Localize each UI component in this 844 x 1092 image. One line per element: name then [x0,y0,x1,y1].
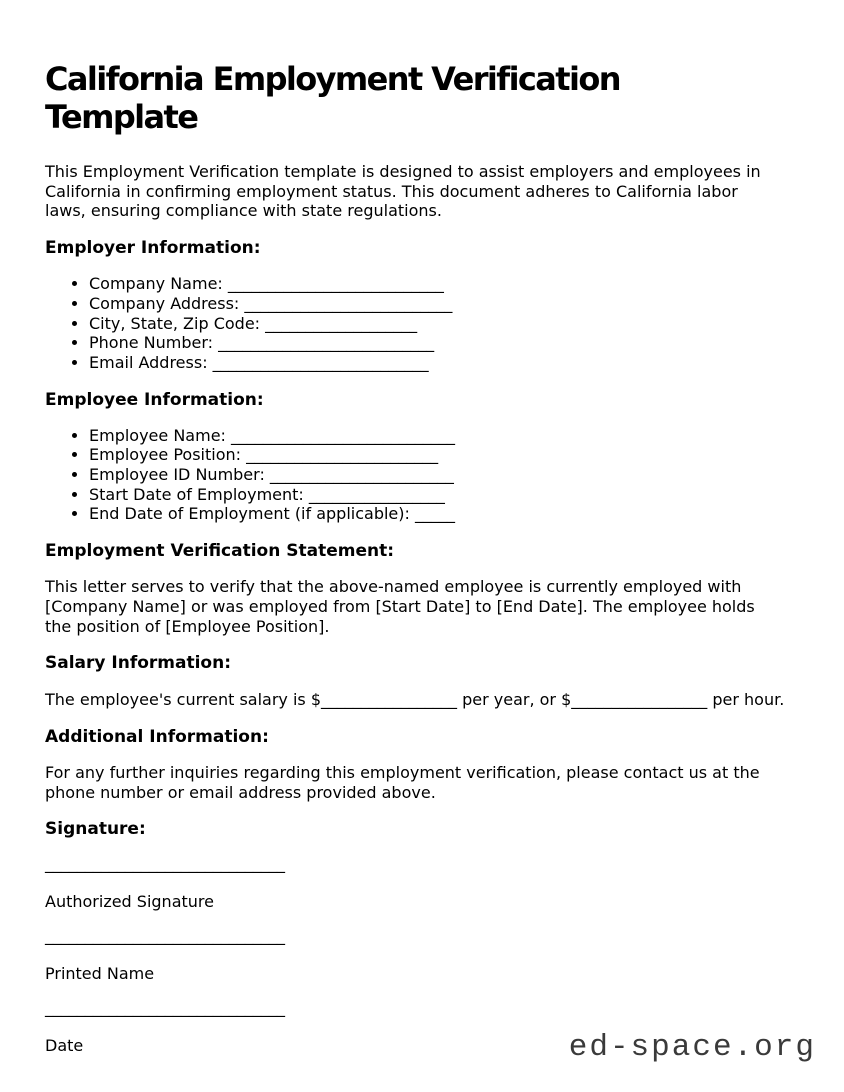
intro-line-2: California in confirming employment status. This document adheres to California labor [45,181,738,201]
additional-line-2: phone number or email address provided above. [45,782,436,802]
list-item-company-name: • Company Name: ___________________________ [89,274,795,294]
statement-line-3: the position of [Employee Position]. [45,616,330,636]
list-item-start-date: • Start Date of Employment: _________________ [89,485,795,505]
authorized-signature-label: Authorized Signature [45,892,214,912]
list-item-email-address: • Email Address: ___________________________ [89,353,795,373]
list-item-employee-position: • Employee Position: ________________________ [89,445,795,465]
additional-info-paragraph [45,763,795,802]
section-heading-additional-information: Additional Information: [45,726,269,747]
section-heading-employer-information: Employer Information: [45,238,261,259]
additional-line-1: For any further inquiries regarding this employment verification, please contact us at the [45,762,760,782]
list-item-end-date: • End Date of Employment (if applicable): _____ [89,504,795,524]
section-heading-verification-statement: Employment Verification Statement: [45,541,395,562]
statement-line-2: [Company Name] or was employed from [Start Date] to [End Date]. The employee holds [45,596,755,616]
intro-paragraph [45,162,795,221]
list-item-company-address: • Company Address: __________________________ [89,294,795,314]
watermark-ed-space-org: ed-space.org [568,1030,816,1065]
printed-name-label: Printed Name [45,964,155,984]
section-heading-signature: Signature: [45,819,146,840]
employee-info-list [45,426,795,525]
intro-line-1: This Employment Verification template is designed to assist employers and employees in [45,162,761,181]
intro-line-3: laws, ensuring compliance with state regulations. [45,201,442,221]
list-item-employee-name: • Employee Name: ____________________________ [89,426,795,446]
list-item-phone-number: • Phone Number: ___________________________ [89,333,795,353]
section-heading-employee-information: Employee Information: [45,389,264,410]
date-label: Date [45,1036,84,1056]
authorized-signature-line: ______________________________ [45,854,285,874]
list-item-employee-id-number: • Employee ID Number: _______________________ [89,465,795,485]
date-line: ______________________________ [45,998,285,1018]
statement-line-1: This letter serves to verify that the above-named employee is currently employed with [45,577,742,597]
printed-name-line: ______________________________ [45,926,285,946]
document-title-line-2: Template [45,98,198,136]
document-title [45,60,795,136]
document-title-line-1: California Employment Verification [45,60,620,98]
employer-info-list [45,274,795,373]
list-item-city-state-zip: • City, State, Zip Code: ___________________ [89,314,795,334]
section-heading-salary-information: Salary Information: [45,653,232,674]
salary-paragraph: The employee's current salary is $_________________ per year, or $_________________ per hour. [45,690,785,710]
verification-statement-paragraph [45,577,795,636]
